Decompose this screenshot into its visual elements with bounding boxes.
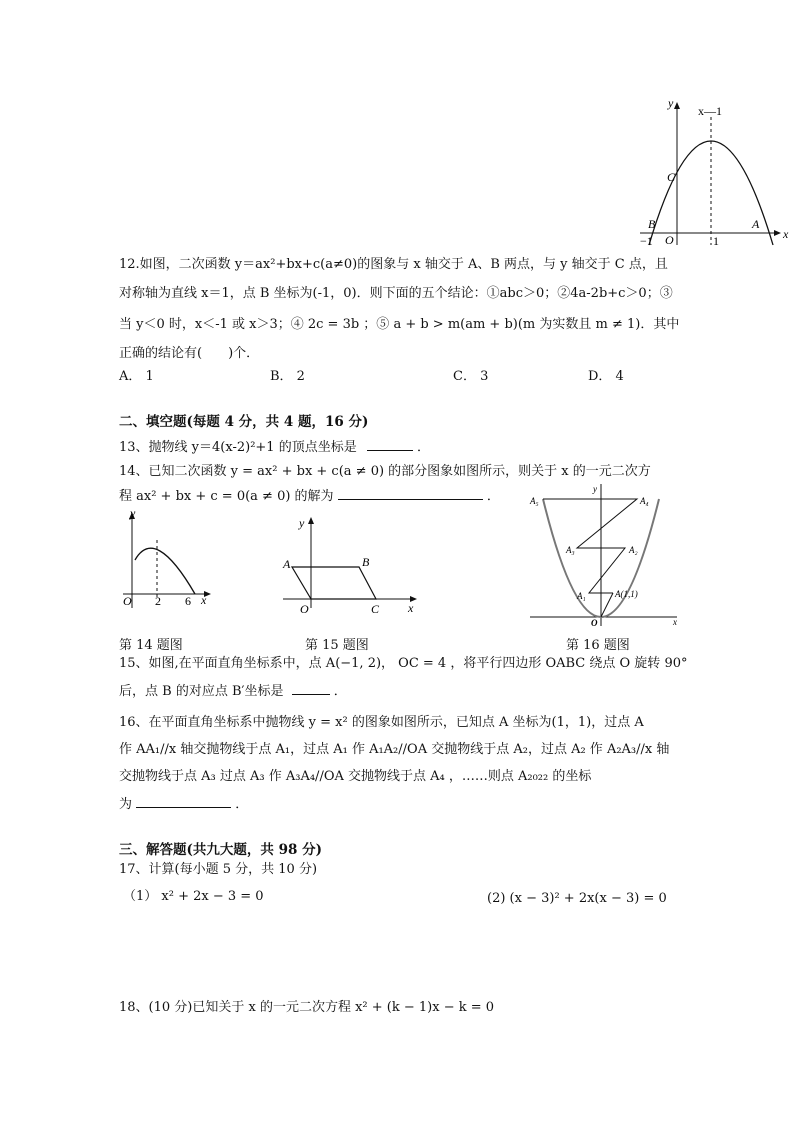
fig16-zigzag bbox=[543, 499, 637, 593]
q14-answer-blank[interactable] bbox=[338, 487, 483, 500]
fig14-label-y: y bbox=[130, 506, 136, 520]
q12-label-y: y bbox=[668, 96, 674, 110]
fig15-label-b: B bbox=[362, 555, 370, 569]
q14-line-1: 14、已知二次函数 y = ax² + bx + c(a ≠ 0) 的部分图象如图所示，则关于 x 的一元二次方 bbox=[119, 464, 651, 479]
q12-option-c: C． 3 bbox=[453, 369, 489, 384]
q16-end: ． bbox=[235, 797, 249, 812]
fig16-label-a1: A₁ bbox=[577, 591, 586, 601]
fig14-parabola bbox=[135, 548, 195, 594]
fig15-label-c: C bbox=[371, 602, 380, 615]
q12-line-1: 12.如图，二次函数 y＝ax²+bx+c(a≠0)的图象与 x 轴交于 A、B 两点，与 y 轴交于 C 点，且 bbox=[119, 257, 668, 272]
q12-label-b: B bbox=[648, 217, 656, 231]
q17-title: 17、计算(每小题 5 分，共 10 分) bbox=[119, 862, 318, 877]
q12-label-axis-line: x—1 bbox=[698, 104, 722, 118]
fig14-label-x: x bbox=[201, 593, 207, 607]
fig15-label-x: x bbox=[408, 601, 414, 615]
fig14-label-two: 2 bbox=[155, 594, 161, 608]
q12-option-b: B． 2 bbox=[270, 369, 305, 384]
q18-text: 18、(10 分)已知关于 x 的一元二次方程 x² + (k − 1)x − k = 0 bbox=[119, 1000, 495, 1015]
q15-line-1: 15、如图,在平面直角坐标系中，点 A(−1, 2)， OC = 4 ，将平行四边形 OABC 绕点 O 旋转 90° bbox=[119, 656, 688, 671]
q12-label-a: A bbox=[752, 217, 760, 231]
q12-line-2: 对称轴为直线 x＝1，点 B 坐标为(-1，0)．则下面的五个结论：①abc＞0；②4a-2b+c＞0；③ bbox=[119, 286, 673, 301]
q16-line-1: 16、在平面直角坐标系中抛物线 y = x² 的图象如图所示，已知点 A 坐标为(1，1)，过点 A bbox=[119, 715, 644, 730]
q13-answer-blank[interactable] bbox=[367, 438, 413, 451]
q12-option-d: D． 4 bbox=[588, 369, 624, 384]
q16-answer-blank[interactable] bbox=[136, 795, 231, 808]
fig16-label-x: x bbox=[673, 617, 677, 627]
fig15-label-a: A bbox=[283, 557, 291, 571]
q15-line-2 bbox=[119, 682, 347, 701]
fig16-label-a4: A₄ bbox=[640, 496, 649, 506]
fig14-label-six: 6 bbox=[185, 594, 191, 608]
q12-label-neg: −1 bbox=[640, 234, 653, 248]
section-3-heading: 三、解答题(共九大题，共 98 分) bbox=[119, 842, 322, 858]
q12-label-c: C bbox=[667, 170, 676, 184]
q16-line-3: 交抛物线于点 A₃ 过点 A₃ 作 A₃A₄//OA 交抛物线于点 A₄ ，……则点 A₂₀₂₂ 的坐标 bbox=[119, 769, 592, 784]
q12-line-4: 正确的结论有( )个． bbox=[119, 346, 260, 361]
fig16-label-a: A(1,1) bbox=[615, 589, 638, 599]
fig16-label-o: O bbox=[591, 618, 598, 628]
q12-option-a: A． 1 bbox=[119, 369, 154, 384]
q15-end: ． bbox=[333, 684, 347, 699]
fig15-label-o: O bbox=[300, 602, 309, 615]
q12-parabola-figure bbox=[620, 95, 794, 250]
fig15-graph bbox=[278, 510, 423, 615]
fig15-caption: 第 15 题图 bbox=[305, 638, 369, 653]
fig14-label-o: O bbox=[123, 594, 132, 608]
q14-stem: 程 ax² + bx + c = 0(a ≠ 0) 的解为 bbox=[119, 489, 334, 504]
fig16-graph bbox=[525, 480, 685, 628]
fig16-label-y: y bbox=[593, 484, 597, 494]
fig16-label-a5: A₅ bbox=[530, 496, 539, 506]
fig16-label-a3: A₃ bbox=[566, 545, 575, 555]
q16-line-4 bbox=[119, 795, 248, 814]
q13-stem: 13、抛物线 y＝4(x-2)²+1 的顶点坐标是 bbox=[119, 440, 357, 455]
q16-stem: 为 bbox=[119, 797, 133, 812]
q17-part-1: （1） x² + 2x − 3 = 0 bbox=[123, 889, 264, 904]
q15-answer-blank[interactable] bbox=[292, 682, 330, 695]
q12-label-o: O bbox=[665, 233, 674, 247]
fig14-graph bbox=[115, 505, 215, 610]
q14-end: ． bbox=[486, 489, 500, 504]
fig16-label-a2: A₂ bbox=[629, 545, 638, 555]
q14-line-2 bbox=[119, 487, 500, 506]
q13-text bbox=[119, 438, 430, 457]
q12-line-3: 当 y＜0 时，x＜-1 或 x＞3；④ 2c = 3b ；⑤ a + b > m(am + b)(m 为实数且 m ≠ 1)．其中 bbox=[119, 317, 680, 332]
q12-label-x: x bbox=[783, 227, 789, 241]
fig15-parallelogram bbox=[292, 567, 376, 599]
section-2-heading: 二、填空题(每题 4 分，共 4 题，16 分) bbox=[119, 414, 369, 430]
q17-part-2: (2) (x − 3)² + 2x(x − 3) = 0 bbox=[487, 891, 667, 906]
q15-stem: 后，点 B 的对应点 B′坐标是 bbox=[119, 684, 284, 699]
q13-end: ． bbox=[417, 440, 431, 455]
fig15-label-y: y bbox=[299, 516, 305, 530]
fig14-caption: 第 14 题图 bbox=[119, 638, 183, 653]
q16-line-2: 作 AA₁//x 轴交抛物线于点 A₁，过点 A₁ 作 A₁A₂//OA 交抛物线于点 A₂，过点 A₂ 作 A₂A₃//x 轴 bbox=[119, 742, 670, 757]
fig16-caption: 第 16 题图 bbox=[566, 638, 630, 653]
q12-label-one: 1 bbox=[713, 234, 719, 248]
